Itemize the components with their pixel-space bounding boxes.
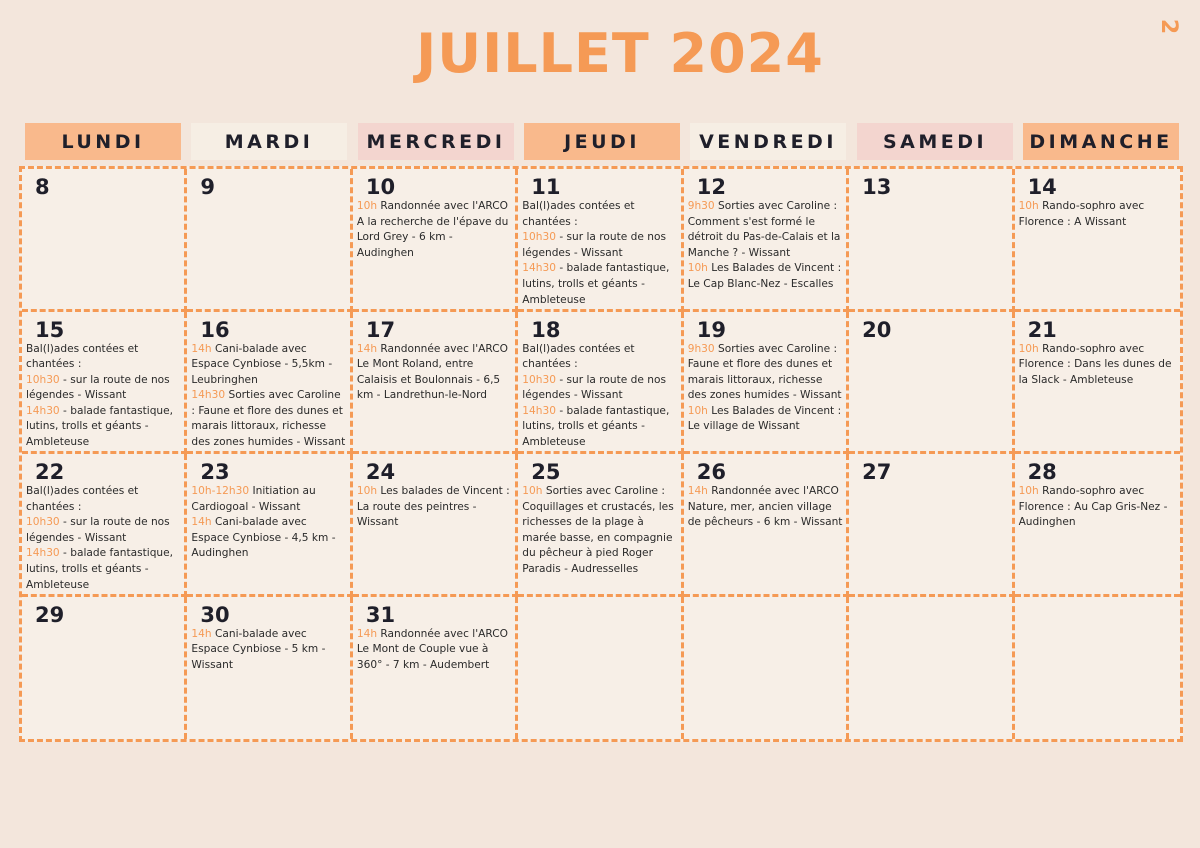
event-item	[357, 342, 512, 404]
event-list	[357, 484, 512, 531]
event-time: 10h	[356, 485, 378, 497]
event-item	[191, 484, 346, 515]
day-cell-29	[22, 597, 187, 740]
event-item	[688, 404, 843, 435]
day-number: 29	[35, 602, 65, 627]
event-text: Randonnée avec l'ARCO Le Mont de Couple vue à 360° - 7 km - Audembert	[356, 627, 508, 671]
event-time: 10h30	[522, 231, 556, 244]
day-cell-10	[353, 169, 518, 312]
day-cell-25	[518, 454, 683, 597]
day-cell-15	[22, 312, 187, 455]
day-cell-11	[518, 169, 683, 312]
day-number: 12	[696, 175, 726, 199]
day-number: 24	[365, 460, 396, 484]
empty-day-cell	[849, 597, 1014, 740]
event-time: 14h	[191, 342, 212, 355]
event-item	[522, 404, 677, 451]
day-number: 15	[35, 317, 65, 342]
event-text: Bal(l)ades contées et chantées :	[26, 485, 139, 513]
event-list	[357, 627, 512, 674]
event-text: Les balades de Vincent : La route des peintres - Wissant	[356, 485, 510, 529]
event-item	[191, 515, 346, 562]
weekday-header-samedi: SAMEDI	[857, 123, 1013, 160]
event-text: - sur la route de nos légendes - Wissant	[26, 373, 170, 402]
event-text: Cani-balade avec Espace Cynbiose - 4,5 km - Audinghen	[191, 516, 336, 560]
event-text: - sur la route de nos légendes - Wissant	[522, 231, 666, 259]
event-list	[357, 199, 512, 261]
event-time: 10h	[687, 262, 708, 275]
calendar-grid	[19, 166, 1183, 742]
day-cell-28	[1015, 454, 1180, 597]
event-time: 10h-12h30	[191, 485, 250, 497]
event-item	[357, 627, 512, 674]
event-time: 9h30	[687, 200, 715, 212]
page-title: JUILLET 2024	[416, 22, 824, 85]
event-time: 10h	[687, 404, 708, 417]
event-list	[688, 342, 843, 436]
event-text: Les Balades de Vincent : Le village de Wissant	[687, 404, 842, 433]
event-item	[357, 484, 512, 531]
event-list	[191, 627, 346, 674]
weekday-header-lundi: LUNDI	[25, 123, 181, 160]
event-item	[357, 199, 512, 261]
day-number: 17	[365, 317, 396, 342]
event-time: 10h30	[522, 373, 556, 386]
event-time: 14h30	[522, 262, 556, 275]
event-list	[191, 484, 346, 562]
event-item	[688, 342, 843, 404]
event-item	[1019, 199, 1177, 230]
day-number: 13	[862, 175, 892, 199]
day-number: 30	[200, 602, 230, 627]
event-time: 10h	[1018, 485, 1039, 497]
event-list	[1019, 199, 1177, 230]
event-text: Les Balades de Vincent : Le Cap Blanc-Nez - Escalles	[687, 262, 842, 290]
event-item	[688, 484, 843, 531]
event-item	[688, 261, 843, 292]
event-text: - sur la route de nos légendes - Wissant	[26, 516, 170, 544]
day-cell-9	[187, 169, 352, 312]
event-text: Initiation au Cardiogoal - Wissant	[191, 485, 316, 513]
event-time: 14h30	[191, 389, 226, 402]
event-text: Randonnée avec l'ARCO Nature, mer, ancien village de pêcheurs - 6 km - Wissant	[687, 485, 843, 529]
event-text: Randonnée avec l'ARCO A la recherche de l'épave du Lord Grey - 6 km - Audinghen	[356, 200, 509, 259]
day-cell-21	[1015, 312, 1180, 455]
event-item	[522, 484, 677, 578]
day-number: 25	[531, 460, 561, 484]
day-cell-14	[1015, 169, 1180, 312]
event-text: - sur la route de nos légendes - Wissant	[522, 373, 666, 402]
event-list	[688, 484, 843, 531]
day-cell-26	[684, 454, 849, 597]
day-cell-23	[187, 454, 352, 597]
event-text: Cani-balade avec Espace Cynbiose - 5 km - Wissant	[191, 627, 326, 671]
day-cell-30	[187, 597, 352, 740]
empty-day-cell	[684, 597, 849, 740]
event-text: - balade fantastique, lutins, trolls et géants - Ambleteuse	[522, 404, 670, 449]
day-number: 10	[365, 175, 396, 199]
event-list	[522, 484, 677, 578]
event-text: - balade fantastique, lutins, trolls et géants - Ambleteuse	[26, 547, 174, 591]
event-text: Rando-sophro avec Florence : Dans les dunes de la Slack - Ambleteuse	[1018, 342, 1172, 386]
event-item	[26, 373, 181, 404]
day-cell-24	[353, 454, 518, 597]
day-number: 31	[365, 602, 396, 627]
event-list	[26, 342, 181, 451]
day-cell-27	[849, 454, 1014, 597]
day-number: 22	[35, 460, 65, 484]
day-number: 14	[1027, 175, 1057, 199]
event-item	[1019, 484, 1177, 531]
event-text: Sorties avec Caroline : Faune et flore des dunes et marais littoraux, richesse des zones humides - Wissant	[687, 342, 842, 402]
day-cell-18	[518, 312, 683, 455]
event-list	[688, 199, 843, 293]
event-time: 14h30	[522, 404, 556, 417]
event-item	[688, 199, 843, 261]
event-time: 10h	[356, 200, 378, 212]
day-number: 28	[1027, 460, 1057, 484]
day-cell-8	[22, 169, 187, 312]
event-text: Sorties avec Caroline : Faune et flore des dunes et marais littoraux, richesse des zones humides - Wissant	[191, 389, 346, 449]
event-list	[1019, 484, 1177, 531]
day-number: 11	[531, 175, 561, 199]
event-text: Sorties avec Caroline : Coquillages et crustacés, les richesses de la plage à marée basse, en compagnie du pêcheur à pied Roger Paradis - Audresselles	[522, 485, 674, 575]
day-number: 20	[862, 317, 892, 342]
day-cell-31	[353, 597, 518, 740]
event-time: 10h	[522, 485, 543, 497]
event-item	[191, 388, 346, 450]
event-text: Bal(l)ades contées et chantées :	[522, 342, 635, 371]
day-cell-13	[849, 169, 1014, 312]
weekday-header-vendredi: VENDREDI	[690, 123, 846, 160]
day-number: 16	[200, 317, 230, 342]
weekday-header-jeudi: JEUDI	[524, 123, 680, 160]
event-item	[26, 342, 181, 373]
event-time: 14h30	[26, 547, 60, 560]
event-time: 14h	[191, 516, 212, 529]
event-time: 10h	[1018, 342, 1039, 355]
event-text: Rando-sophro avec Florence : Au Cap Gris-Nez - Audinghen	[1018, 485, 1168, 529]
empty-day-cell	[1015, 597, 1180, 740]
event-time: 14h	[687, 485, 708, 497]
event-time: 10h	[1018, 200, 1039, 212]
day-number: 9	[200, 175, 216, 199]
event-time: 14h	[191, 627, 212, 640]
event-list	[1019, 342, 1177, 389]
event-text: Rando-sophro avec Florence : A Wissant	[1018, 200, 1145, 228]
event-item	[191, 627, 346, 674]
event-time: 14h	[356, 627, 378, 640]
event-item	[522, 199, 677, 230]
event-text: - balade fantastique, lutins, trolls et géants - Ambleteuse	[522, 262, 670, 306]
event-text: - balade fantastique, lutins, trolls et géants - Ambleteuse	[26, 404, 174, 449]
weekday-header-mercredi: MERCREDI	[358, 123, 514, 160]
event-time: 10h30	[26, 516, 60, 529]
event-list	[357, 342, 512, 404]
weekday-header-row	[25, 123, 1181, 160]
day-cell-22	[22, 454, 187, 597]
event-item	[191, 342, 346, 389]
event-list	[522, 199, 677, 308]
day-cell-20	[849, 312, 1014, 455]
empty-day-cell	[518, 597, 683, 740]
event-time: 9h30	[687, 342, 715, 355]
event-list	[26, 484, 181, 593]
event-item	[26, 484, 181, 515]
event-item	[522, 230, 677, 261]
day-number: 21	[1027, 317, 1057, 342]
event-text: Sorties avec Caroline : Comment s'est formé le détroit du Pas-de-Calais et la Manche ? - Wissant	[687, 200, 841, 259]
event-time: 14h	[356, 342, 378, 355]
event-time: 10h30	[26, 373, 60, 386]
day-number: 23	[200, 460, 230, 484]
weekday-header-mardi: MARDI	[191, 123, 347, 160]
event-item	[26, 546, 181, 593]
event-item	[522, 373, 677, 404]
event-text: Cani-balade avec Espace Cynbiose - 5,5km - Leubringhen	[191, 342, 333, 386]
event-list	[191, 342, 346, 451]
event-item	[522, 261, 677, 308]
event-text: Bal(l)ades contées et chantées :	[26, 342, 139, 371]
event-list	[522, 342, 677, 451]
day-number: 8	[35, 175, 50, 199]
page-number: 2	[1155, 18, 1181, 35]
event-item	[522, 342, 677, 373]
event-text: Bal(l)ades contées et chantées :	[522, 200, 635, 228]
event-item	[26, 404, 181, 451]
event-item	[26, 515, 181, 546]
day-number: 26	[696, 460, 726, 484]
day-number: 19	[696, 317, 726, 342]
day-cell-17	[353, 312, 518, 455]
event-item	[1019, 342, 1177, 389]
weekday-header-dimanche: DIMANCHE	[1023, 123, 1179, 160]
event-text: Randonnée avec l'ARCO Le Mont Roland, entre Calaisis et Boulonnais - 6,5 km - Landrethun-le-Nord	[356, 342, 508, 402]
day-cell-12	[684, 169, 849, 312]
day-cell-19	[684, 312, 849, 455]
day-number: 27	[862, 460, 892, 484]
day-cell-16	[187, 312, 352, 455]
event-time: 14h30	[26, 404, 60, 417]
day-number: 18	[531, 317, 561, 342]
